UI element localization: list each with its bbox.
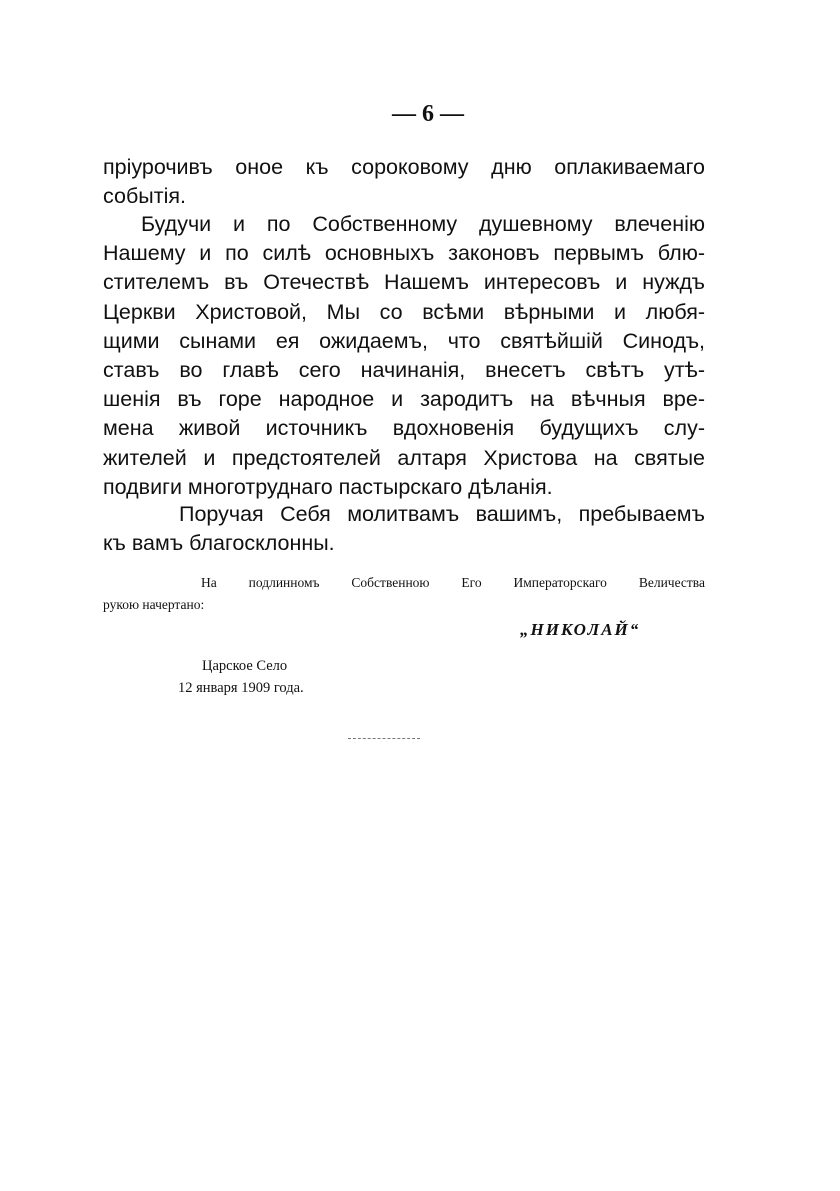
text-line: Поручая Себя молитвамъ вашимъ, пребываемъ (179, 502, 705, 526)
text-line: шенія въ горе народное и зародитъ на вѣчныя вре- (103, 387, 705, 412)
text-line: стителемъ въ Отечествѣ Нашемъ интересовъ и нуждъ (103, 270, 705, 295)
text-line: подвиги многотруднаго пастырскаго дѣланія. (103, 474, 553, 499)
text-line: Нашему и по силѣ основныхъ законовъ первымъ блю- (103, 241, 705, 266)
place: Царское Село (202, 658, 288, 674)
closing-rule (348, 738, 420, 739)
text-line: щими сынами ея ожидаемъ, что святѣйшій Синодъ, (103, 328, 705, 353)
page-number: — 6 — (392, 101, 464, 127)
text-line: мена живой источникъ вдохновенія будущихъ слу- (103, 416, 705, 441)
note-line: На подлинномъ Собственною Его Императорскаго Величества (201, 575, 705, 590)
text-line: Будучи и по Собственному душевному влеченію (141, 212, 705, 236)
text-line: ставъ во главѣ сего начинанія, внесетъ свѣтъ утѣ- (103, 358, 705, 383)
signature: „НИКОЛАЙ“ (520, 620, 641, 639)
place-date-block (178, 655, 304, 699)
note-line: рукою начертано: (103, 597, 205, 612)
autograph-note (103, 572, 705, 616)
text-line: событія. (103, 184, 186, 209)
date: 12 января 1909 года. (178, 680, 304, 696)
text-line: Церкви Христовой, Мы со всѣми вѣрными и любя- (103, 299, 705, 324)
text-line: къ вамъ благосклонны. (103, 531, 335, 556)
text-line: пріурочивъ оное къ сороковому дню оплакиваемаго (103, 155, 705, 179)
paragraph-1 (103, 153, 705, 211)
text-line: жителей и предстоятелей алтаря Христова на святые (103, 445, 705, 470)
paragraph-2 (103, 210, 705, 502)
paragraph-3 (103, 500, 705, 558)
